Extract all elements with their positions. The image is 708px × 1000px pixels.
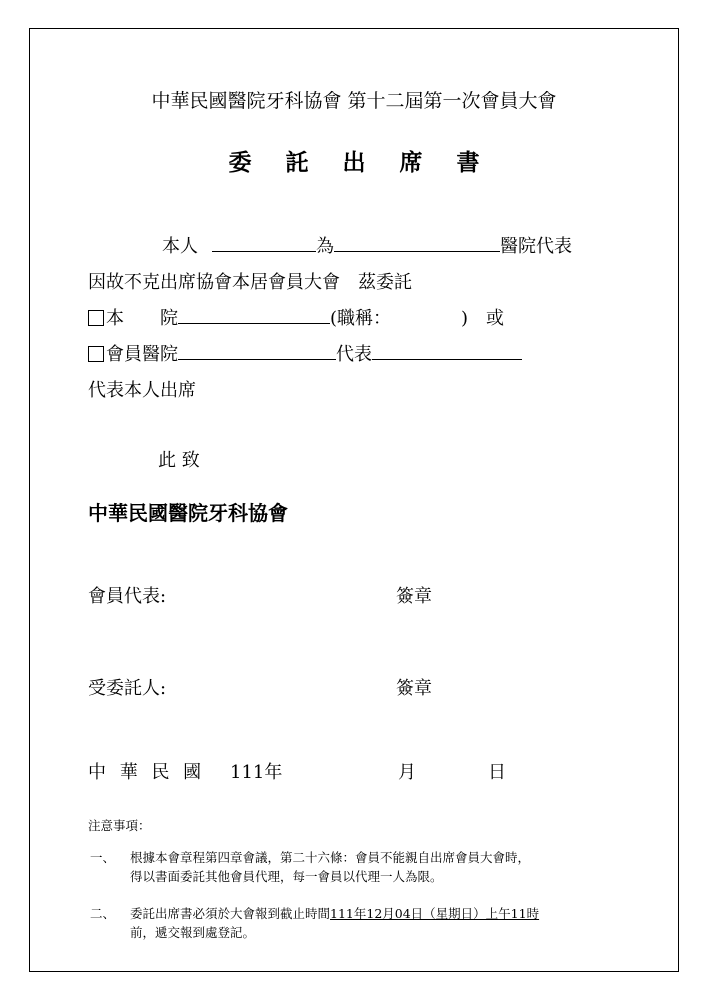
note-1-number: 一、 bbox=[90, 850, 116, 865]
own-hospital-label: 本 院 bbox=[106, 308, 178, 329]
note-2-number: 二、 bbox=[90, 906, 116, 921]
delegate-sign[interactable]: 簽章 bbox=[396, 678, 432, 699]
note-2-deadline: 111年12月04日（星期日）上午11時 bbox=[330, 906, 540, 921]
form-title: 委託出席書 bbox=[228, 149, 514, 176]
member-rep-sign-label: 會員代表: bbox=[88, 586, 167, 607]
date-day: 日 bbox=[488, 762, 506, 783]
date-year: 111年 bbox=[230, 762, 283, 783]
principal-suffix: 醫院代表 bbox=[500, 236, 572, 257]
delegate-sign-label: 受委託人: bbox=[88, 678, 167, 699]
meeting-title: 中華民國醫院牙科協會 第十二屆第一次會員大會 bbox=[151, 90, 557, 112]
member-rep-sign[interactable]: 簽章 bbox=[396, 586, 432, 607]
own-hospital-checkbox[interactable] bbox=[88, 310, 104, 326]
member-hospital-blank[interactable] bbox=[178, 341, 336, 360]
note-2-line1 bbox=[130, 904, 539, 922]
option-own-hospital bbox=[88, 304, 504, 330]
option-member-hospital bbox=[88, 340, 522, 366]
note-1-line1: 根據本會章程第四章會議，第二十六條：會員不能親自出席會員大會時， bbox=[130, 850, 531, 865]
note-1-line2: 得以書面委託其他會員代理，每一會員以代理一人為限。 bbox=[130, 869, 443, 884]
note-2-text: 委託出席書必須於大會報到截止時間 bbox=[130, 906, 331, 921]
member-rep-label: 代表 bbox=[336, 344, 372, 365]
title-label: (職稱： bbox=[330, 308, 392, 329]
note-2-line2: 前，遞交報到處登記。 bbox=[130, 925, 256, 940]
own-hospital-blank[interactable] bbox=[178, 305, 330, 324]
organization-name: 中華民國醫院牙科協會 bbox=[88, 501, 288, 525]
line-attend: 代表本人出席 bbox=[88, 380, 196, 401]
line-reason: 因故不克出席協會本居會員大會 茲委託 bbox=[88, 272, 412, 293]
member-hospital-label: 會員醫院 bbox=[106, 344, 178, 365]
member-rep-blank[interactable] bbox=[372, 341, 522, 360]
member-hospital-checkbox[interactable] bbox=[88, 346, 104, 362]
date-era: 中 華 民 國 bbox=[88, 762, 206, 783]
principal-name-blank[interactable] bbox=[212, 233, 316, 252]
principal-middle: 為 bbox=[316, 236, 334, 257]
notes-heading: 注意事項： bbox=[88, 818, 151, 833]
title-close: ) 或 bbox=[461, 308, 505, 329]
line-principal bbox=[162, 232, 572, 258]
salutation: 此 致 bbox=[158, 450, 200, 471]
date-month: 月 bbox=[398, 762, 416, 783]
principal-prefix: 本人 bbox=[162, 236, 198, 257]
hospital-name-blank[interactable] bbox=[334, 233, 500, 252]
